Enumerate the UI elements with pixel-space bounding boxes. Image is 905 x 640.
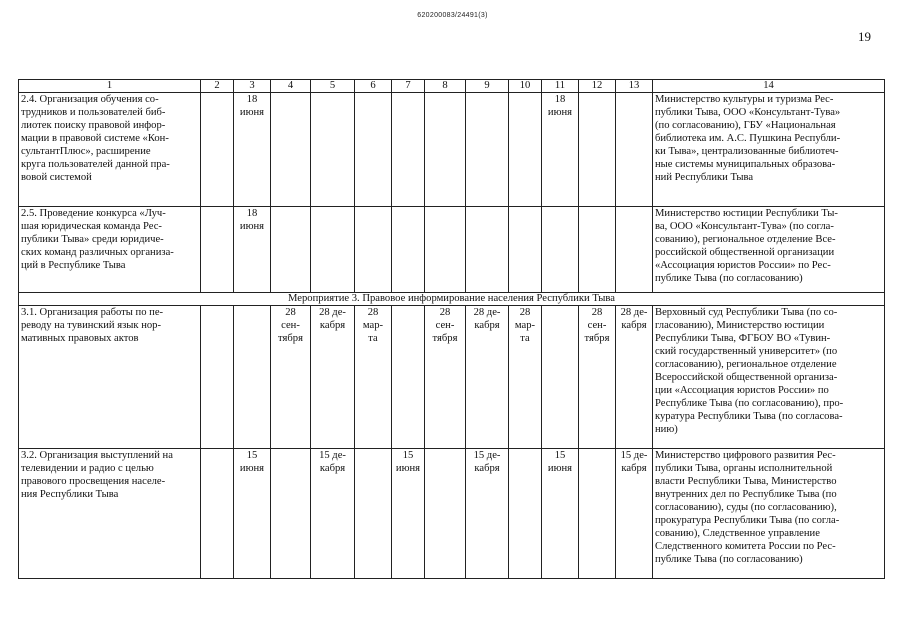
table-row	[19, 306, 885, 449]
date-cell	[201, 306, 234, 449]
date-cell	[271, 207, 311, 293]
task-cell: 2.4. Организация обучения со- трудников и пользователей биб- лиотек поиску правовой инфор- мации в правовой системе «Кон- сультантПлюс», расширение круга пользователей данной пра- вовой системой	[19, 93, 201, 207]
date-cell	[201, 93, 234, 207]
date-cell: 15 де- кабря	[311, 449, 355, 579]
date-cell: 15 июня	[542, 449, 579, 579]
date-cell	[201, 449, 234, 579]
date-cell: 15 июня	[392, 449, 425, 579]
date-cell	[425, 207, 466, 293]
date-cell	[355, 449, 392, 579]
date-cell	[271, 449, 311, 579]
date-cell	[311, 93, 355, 207]
column-header: 5	[311, 80, 355, 93]
date-cell	[509, 93, 542, 207]
table-row	[19, 207, 885, 293]
section-title: Мероприятие 3. Правовое информирование населения Республики Тыва	[19, 293, 885, 306]
executors-cell: Министерство цифрового развития Рес- публики Тыва, органы исполнительной власти Республики Тыва, Министерство внутренних дел по Республике Тыва (по согласованию), суды (по согласованию), прокуратура Республики Тыва (по согла- сованию), Следственное управление Следственного комитета России по Рес- публике Тыва (по согласованию)	[653, 449, 885, 579]
executors-cell: Министерство культуры и туризма Рес- публики Тыва, ООО «Консультант-Тува» (по согласованию), ГБУ «Национальная библиотека им. А.С. Пушкина Республи- ки Тыва», централизованные библиотеч- ные системы муниципальных образова- ний Республики Тыва	[653, 93, 885, 207]
date-cell	[392, 306, 425, 449]
table-row	[19, 93, 885, 207]
date-cell	[579, 93, 616, 207]
column-number-row	[19, 80, 885, 93]
column-header: 8	[425, 80, 466, 93]
executors-cell: Министерство юстиции Республики Ты- ва, ООО «Консультант-Тува» (по согла- сованию), региональное отделение Все- российской общественной организации «Ассоциация юристов России» по Рес- публике Тыва (по согласованию)	[653, 207, 885, 293]
page-number: 19	[858, 29, 871, 44]
column-header: 1	[19, 80, 201, 93]
date-cell	[616, 93, 653, 207]
date-cell	[425, 449, 466, 579]
table-row	[19, 449, 885, 579]
column-header: 7	[392, 80, 425, 93]
executors-cell: Верховный суд Республики Тыва (по со- гласованию), Министерство юстиции Республики Тыва, ФГБОУ ВО «Тувин- ский государственный университет» (по согласованию), региональное отделение Всероссийской общественной организа- ции «Ассоциация юристов России» по Республике Тыва (по согласованию), про- куратура Республики Тыва (по согласова- нию)	[653, 306, 885, 449]
column-header: 13	[616, 80, 653, 93]
column-header: 12	[579, 80, 616, 93]
date-cell	[509, 449, 542, 579]
column-header: 3	[234, 80, 271, 93]
date-cell	[234, 306, 271, 449]
column-header: 10	[509, 80, 542, 93]
date-cell: 18 июня	[542, 93, 579, 207]
date-cell	[271, 93, 311, 207]
section-row	[19, 293, 885, 306]
date-cell	[542, 306, 579, 449]
date-cell	[466, 93, 509, 207]
date-cell: 28 де- кабря	[466, 306, 509, 449]
date-cell: 18 июня	[234, 207, 271, 293]
date-cell	[355, 93, 392, 207]
column-header: 2	[201, 80, 234, 93]
date-cell: 28 мар- та	[355, 306, 392, 449]
date-cell: 28 мар- та	[509, 306, 542, 449]
date-cell: 28 де- кабря	[311, 306, 355, 449]
date-cell: 15 июня	[234, 449, 271, 579]
date-cell	[311, 207, 355, 293]
date-cell	[542, 207, 579, 293]
date-cell: 28 сен- тября	[271, 306, 311, 449]
date-cell	[425, 93, 466, 207]
date-cell	[509, 207, 542, 293]
date-cell: 15 де- кабря	[616, 449, 653, 579]
date-cell	[579, 449, 616, 579]
document-id: 620200083/24491(3)	[417, 12, 488, 19]
task-cell: 2.5. Проведение конкурса «Луч- шая юридическая команда Рес- публики Тыва» среди юридиче- ских команд различных организа- ций в Республике Тыва	[19, 207, 201, 293]
date-cell	[579, 207, 616, 293]
schedule-table	[18, 79, 885, 579]
column-header: 11	[542, 80, 579, 93]
date-cell	[355, 207, 392, 293]
date-cell: 28 сен- тября	[425, 306, 466, 449]
column-header: 4	[271, 80, 311, 93]
date-cell	[616, 207, 653, 293]
task-cell: 3.2. Организация выступлений на телевидении и радио с целью правового просвещения населе- ния Республики Тыва	[19, 449, 201, 579]
column-header: 9	[466, 80, 509, 93]
date-cell	[392, 93, 425, 207]
date-cell: 28 сен- тября	[579, 306, 616, 449]
column-header: 6	[355, 80, 392, 93]
date-cell: 18 июня	[234, 93, 271, 207]
date-cell	[466, 207, 509, 293]
date-cell: 15 де- кабря	[466, 449, 509, 579]
column-header: 14	[653, 80, 885, 93]
task-cell: 3.1. Организация работы по пе- реводу на тувинский язык нор- мативных правовых актов	[19, 306, 201, 449]
date-cell	[201, 207, 234, 293]
date-cell: 28 де- кабря	[616, 306, 653, 449]
date-cell	[392, 207, 425, 293]
